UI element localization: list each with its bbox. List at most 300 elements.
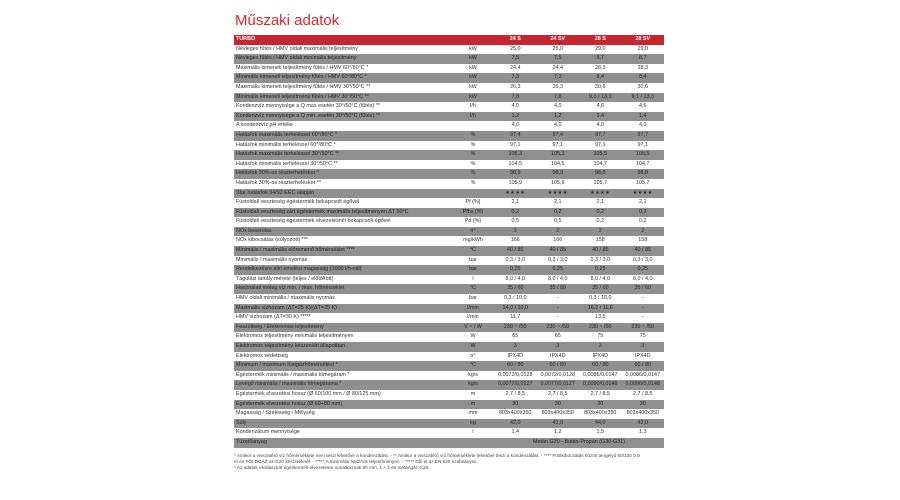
value-24s: 166 <box>494 236 537 246</box>
value-24sv: 3 <box>537 342 580 352</box>
value-24sv: 25,0 <box>537 45 580 55</box>
row-unit: kW <box>452 54 494 64</box>
value-24sv: 7,3 <box>537 73 580 83</box>
value-28sv: 40 / 85 <box>622 246 665 256</box>
value-24sv: 4,0 <box>537 121 580 131</box>
row-label: Elektromos teljesítmény minimális teljesítményen <box>234 332 452 342</box>
row-unit: % <box>452 131 494 141</box>
table-row <box>234 131 664 141</box>
row-unit: m <box>452 400 494 410</box>
value-28sv: 60 / 80 <box>622 361 665 371</box>
table-row <box>234 198 664 208</box>
value-28s: 30 <box>579 400 622 410</box>
value-24s: 26,3 <box>494 83 537 93</box>
value-24s: 35 / 60 <box>494 284 537 294</box>
row-label: Hatásfok minimális terheléssel 30°/50°C ** <box>234 160 452 170</box>
header-28sv: 28 SV <box>622 35 665 45</box>
value-24s: 3 <box>494 342 537 352</box>
row-unit: l <box>452 275 494 285</box>
row-unit: kW <box>452 64 494 74</box>
table-row <box>234 121 664 131</box>
row-unit: n° <box>452 227 494 237</box>
value-24s: 40 / 85 <box>494 246 537 256</box>
table-row <box>234 169 664 179</box>
value-28sv: 4,6 <box>622 102 665 112</box>
row-unit <box>452 121 494 131</box>
row-unit: kW <box>452 45 494 55</box>
value-28sv: 75 <box>622 332 665 342</box>
value-28s: 1,4 <box>579 112 622 122</box>
row-label: Minimális / maximális nyomás <box>234 256 452 266</box>
value-24s: 105,3 <box>494 150 537 160</box>
value-24sv: 65 <box>537 332 580 342</box>
row-label: NOx besorolás <box>234 227 452 237</box>
row-label: Hatásfok 30%-os részterheléskor ** <box>234 179 452 189</box>
value-24sv: 98,9 <box>537 169 580 179</box>
value-28sv: - <box>622 294 665 304</box>
row-unit: l/h <box>452 102 494 112</box>
row-label: HMV vízhozam (ΔT=30 K) ***** <box>234 313 452 323</box>
row-label: Feszültség / Elektromos teljesítmény <box>234 323 452 333</box>
table-row <box>234 352 664 362</box>
value-24sv: 0,0077/0,0127 <box>537 380 580 390</box>
value-24s: 0,0077/0,0127 <box>494 380 537 390</box>
row-unit: Pd (%) <box>452 217 494 227</box>
row-unit <box>452 438 494 448</box>
value-28sv: 0,2 <box>622 208 665 218</box>
row-label: Súly <box>234 419 452 429</box>
row-unit: kg <box>452 419 494 429</box>
row-label: Tüzelőanyag <box>234 438 452 448</box>
value-28s: 0,0086/0,0147 <box>579 371 622 381</box>
footnotes <box>234 453 664 472</box>
table-row <box>234 93 664 103</box>
value-28sv: 30,6 <box>622 83 665 93</box>
value-24s: 0,3 / 10,0 <box>494 294 537 304</box>
value-24sv: 41,0 <box>537 419 580 429</box>
value-24s: 98,9 <box>494 169 537 179</box>
row-label: Névleges fűtés / HMV oldali maximális teljesítmény <box>234 45 452 55</box>
table-row <box>234 73 664 83</box>
table-row <box>234 179 664 189</box>
value-24s: 0,25 <box>494 265 537 275</box>
value-28s: 1,5 <box>579 428 622 438</box>
value-24sv: 26,3 <box>537 83 580 93</box>
row-label: Rendelkezésre álló emelési magasság (1000 l/h-nál) <box>234 265 452 275</box>
row-unit: % <box>452 160 494 170</box>
value-24sv: 97,4 <box>537 131 580 141</box>
row-label: HMV oldali minimális / maximális nyomás <box>234 294 452 304</box>
value-28sv: - <box>622 313 665 323</box>
value-28s: 16,2 / 11,6 <box>579 304 622 314</box>
value-24s: 104,5 <box>494 160 537 170</box>
value-28s: 98,8 <box>579 169 622 179</box>
table-row <box>234 361 664 371</box>
value-28sv: 2,1 <box>622 198 665 208</box>
value-28sv: 2 <box>622 227 665 237</box>
value-24s: 2,1 <box>494 198 537 208</box>
row-label: Minimális / maximális előremenő hőmérséklet **** <box>234 246 452 256</box>
row-label: Elektromos teljesítmény készenléti állapotban <box>234 342 452 352</box>
row-unit: m <box>452 390 494 400</box>
value-28s: 40 / 85 <box>579 246 622 256</box>
value-24sv: 2,7 / 8,5 <box>537 390 580 400</box>
value-28s: 4,0 <box>579 121 622 131</box>
row-label: Minimális kimeneti teljesítmény fűtés / HMV 60°/80°C * <box>234 73 452 83</box>
value-24sv: 803x400x350 <box>537 409 580 419</box>
value-28sv: 104,7 <box>622 160 665 170</box>
table-row <box>234 150 664 160</box>
row-label: Füstoldali veszteség égéstermék elvezetésnél bekapcsolt égővel <box>234 217 452 227</box>
table-row <box>234 275 664 285</box>
table-row <box>234 304 664 314</box>
value-24s: 803x400x350 <box>494 409 537 419</box>
row-label: Névleges fűtés / HMV oldali minimális teljesítmény <box>234 54 452 64</box>
table-row <box>234 342 664 352</box>
value-28sv: 8,4 <box>622 73 665 83</box>
row-label: Levegő minimális / maximális tömegárama * <box>234 380 452 390</box>
row-unit: l/min <box>452 304 494 314</box>
value-24sv: 2 <box>537 227 580 237</box>
value-24s: 11,7 <box>494 313 537 323</box>
value-28s: 30,6 <box>579 83 622 93</box>
table-row <box>234 294 664 304</box>
row-label: Égéstermék minimális / maximális tömegáram * <box>234 371 452 381</box>
row-label: Magasság / Szélesség / Mélység <box>234 409 452 419</box>
table-row <box>234 189 664 199</box>
value-24sv: 1,2 <box>537 112 580 122</box>
value-24s: 0,3 / 3,0 <box>494 256 537 266</box>
row-unit: Pf (%) <box>452 198 494 208</box>
row-label: Füstoldali veszteség égéstermék bekapcsolt égővel <box>234 198 452 208</box>
row-label: Használati meleg víz min. / max. hőmérséklet <box>234 284 452 294</box>
row-label: Égéstermék elvezetési hossz (Ø 60/100 mm / Ø 80/125 mm) <box>234 390 452 400</box>
row-label: Égéstermék elvezetési hossz (Ø 60+80 mm) <box>234 400 452 410</box>
value-28s: 0,2 <box>579 208 622 218</box>
value-24sv: 24,4 <box>537 64 580 74</box>
value-28sv: 8,7 <box>622 54 665 64</box>
table-row <box>234 64 664 74</box>
table-row <box>234 400 664 410</box>
table-row <box>234 256 664 266</box>
header-28s: 28 S <box>579 35 622 45</box>
value-28s: 60 / 80 <box>579 361 622 371</box>
row-label: Elektromos védettség <box>234 352 452 362</box>
row-unit: l/h <box>452 112 494 122</box>
table-row <box>234 323 664 333</box>
row-label: Maximális vízhozam (ΔT=25 K)/(ΔT=35 K) <box>234 304 452 314</box>
spec-table <box>234 35 664 448</box>
value-24sv: 166 <box>537 236 580 246</box>
row-unit: mg/kWh <box>452 236 494 246</box>
value-24s: 8,0 / 4,0 <box>494 275 537 285</box>
row-unit: kW <box>452 73 494 83</box>
value-28s: 2,7 / 8,5 <box>579 390 622 400</box>
row-unit: % <box>452 179 494 189</box>
table-row <box>234 83 664 93</box>
value-24s: 24,4 <box>494 64 537 74</box>
value-24s: IPX4D <box>494 352 537 362</box>
value-28sv: 30 <box>622 400 665 410</box>
value-28sv: 35 / 60 <box>622 284 665 294</box>
row-label: Maximális kimeneti teljesítmény fűtés / HMV 30°/50°C ** <box>234 83 452 93</box>
value-24sv: 35 / 60 <box>537 284 580 294</box>
value-24sv: 4,0 <box>537 102 580 112</box>
table-row <box>234 390 664 400</box>
value-28sv: 9,1 / 13,3 <box>622 93 665 103</box>
row-unit: kg/s <box>452 371 494 381</box>
value-28s: 0,2 <box>579 217 622 227</box>
header-24sv: 24 SV <box>537 35 580 45</box>
row-label: Kondenzátum mennyisége <box>234 428 452 438</box>
value-24sv: 0,3 / 3,0 <box>537 256 580 266</box>
table-row <box>234 227 664 237</box>
value-28sv: 158 <box>622 236 665 246</box>
value-24s: 0,2 <box>494 208 537 218</box>
spec-sheet <box>234 8 664 471</box>
value-28s: 2 <box>579 227 622 237</box>
row-label: Tágulási tartály mérete (teljes / előtöltött) <box>234 275 452 285</box>
table-row <box>234 112 664 122</box>
table-row <box>234 160 664 170</box>
value-24s: 2 <box>494 227 537 237</box>
value-28s: 2,1 <box>579 198 622 208</box>
value-24sv: 7,5 <box>537 54 580 64</box>
value-28s: 35 / 60 <box>579 284 622 294</box>
value-24sv: 105,9 <box>537 179 580 189</box>
value-28s: 97,7 <box>579 131 622 141</box>
row-unit: °C <box>452 284 494 294</box>
row-label: Kondenzvíz mennyisége a Q min. esetén 30°/50°C (fűtés) ** <box>234 112 452 122</box>
value-28s: 105,5 <box>579 150 622 160</box>
table-row <box>234 428 664 438</box>
value-24s: 30 <box>494 400 537 410</box>
value-24s: 2,7 / 8,5 <box>494 390 537 400</box>
value-24s: 60 / 80 <box>494 361 537 371</box>
value-24sv: - <box>537 313 580 323</box>
row-label: Hatásfok maximális terheléssel 60°/80°C * <box>234 131 452 141</box>
value-24sv: 30 <box>537 400 580 410</box>
value-28s: 97,1 <box>579 141 622 151</box>
value-24sv: 104,5 <box>537 160 580 170</box>
value-24sv: 8,0 / 4,0 <box>537 275 580 285</box>
row-label: Star hatásfok 94/92 EEC alapján <box>234 189 452 199</box>
value-24s: 105,9 <box>494 179 537 189</box>
value-28s: 8,7 <box>579 54 622 64</box>
row-unit <box>452 189 494 199</box>
value-24sv: 97,1 <box>537 141 580 151</box>
value-28s: 0,3 / 10,0 <box>579 294 622 304</box>
value-28sv: 29,0 <box>622 45 665 55</box>
value-24sv: 2,1 <box>537 198 580 208</box>
header-unit <box>452 35 494 45</box>
row-label: Hatásfok minimális terheléssel 60°/80°C * <box>234 141 452 151</box>
value-24sv: - <box>537 304 580 314</box>
row-label: NOx kibocsátás (súlyozott) *** <box>234 236 452 246</box>
value-28s: 75 <box>579 332 622 342</box>
value-24s: 1,4 <box>494 428 537 438</box>
value-24s: 4,0 <box>494 102 537 112</box>
table-row <box>234 380 664 390</box>
row-unit: l/min <box>452 313 494 323</box>
header-24s: 24 S <box>494 35 537 45</box>
value-24s: 1,2 <box>494 112 537 122</box>
value-24sv: IPX4D <box>537 352 580 362</box>
value-24sv: 60 / 80 <box>537 361 580 371</box>
row-span-value: Metán G20 - Bután-Propán (G30-G31) <box>494 438 664 448</box>
value-28sv: 1,4 <box>622 112 665 122</box>
value-28s: 3 <box>579 342 622 352</box>
value-28sv: 0,0086/0,0147 <box>622 371 665 381</box>
value-24s: 230 ~ /50 <box>494 323 537 333</box>
value-28s: 0,3 / 3,0 <box>579 256 622 266</box>
value-28s: 0,25 <box>579 265 622 275</box>
value-28sv: 803x400x350 <box>622 409 665 419</box>
value-28sv: 105,7 <box>622 179 665 189</box>
value-24s: 42,0 <box>494 419 537 429</box>
table-row <box>234 438 664 448</box>
row-label: Kondenzvíz mennyisége a Q max esetén 30°/50°C (fűtés) ** <box>234 102 452 112</box>
value-28s: ★★★★ <box>579 189 622 199</box>
row-unit: % <box>452 141 494 151</box>
value-28sv: - <box>622 304 665 314</box>
footnote: * Amikor a visszatérő víz hőmérséklete nem teszi lehetővé a kondenzálást. - ** Amikor a visszatérő víz hőmérséklete lehetővé teszi a kondenzálást. - **** Füstkibocsátás közös tengelyű 60/100 0,9 <box>234 452 640 458</box>
table-row <box>234 313 664 323</box>
page-title: Műszaki adatok <box>235 12 340 29</box>
table-row <box>234 419 664 429</box>
value-28sv: 98,8 <box>622 169 665 179</box>
row-label: Minimum / maximum füstgázhőmérséklet * <box>234 361 452 371</box>
value-28s: 8,4 <box>579 73 622 83</box>
value-24sv: 105,3 <box>537 150 580 160</box>
table-row <box>234 332 664 342</box>
value-28s: 104,7 <box>579 160 622 170</box>
row-label: Minimális kimeneti teljesítmény fűtés / HMV 30°/50°C ** <box>234 93 452 103</box>
value-28sv: 2,7 / 8,5 <box>622 390 665 400</box>
value-24s: 14,0 / 10,0 <box>494 304 537 314</box>
table-row <box>234 284 664 294</box>
row-unit: bar <box>452 265 494 275</box>
value-28s: 8,0 / 4,0 <box>579 275 622 285</box>
value-28sv: 4,0 <box>622 121 665 131</box>
row-label: Hatásfok maximális terheléssel 30°/50°C ** <box>234 150 452 160</box>
value-24s: 7,8 <box>494 93 537 103</box>
value-24sv: 230 ~ /50 <box>537 323 580 333</box>
value-24s: 25,0 <box>494 45 537 55</box>
row-unit: bar <box>452 256 494 266</box>
table-row <box>234 102 664 112</box>
value-28s: IPX4D <box>579 352 622 362</box>
table-row <box>234 217 664 227</box>
table-row <box>234 371 664 381</box>
table-row <box>234 54 664 64</box>
value-24s: 97,4 <box>494 131 537 141</box>
value-24sv: - <box>537 294 580 304</box>
table-header-row <box>234 35 664 45</box>
value-28sv: 97,7 <box>622 131 665 141</box>
value-28s: 0,0090/0,0148 <box>579 380 622 390</box>
row-label: Hatásfok 30%-os részterheléskor * <box>234 169 452 179</box>
value-28s: 29,0 <box>579 45 622 55</box>
value-24sv: 0,5 <box>537 217 580 227</box>
row-label: Maximális kimeneti teljesítmény fűtés / HMV 60°/80°C * <box>234 64 452 74</box>
value-28s: 44,0 <box>579 419 622 429</box>
value-24sv: 0,0072/0,0128 <box>537 371 580 381</box>
value-28s: 803x400x350 <box>579 409 622 419</box>
value-24s: 7,5 <box>494 54 537 64</box>
value-24sv: 1,2 <box>537 428 580 438</box>
value-24sv: 0,25 <box>537 265 580 275</box>
value-28s: 9,1 / 13,3 <box>579 93 622 103</box>
table-row <box>234 236 664 246</box>
value-24s: 65 <box>494 332 537 342</box>
value-28sv: 3 <box>622 342 665 352</box>
value-28sv: 28,3 <box>622 64 665 74</box>
row-unit: % <box>452 150 494 160</box>
table-row <box>234 246 664 256</box>
table-row <box>234 265 664 275</box>
value-24sv: 0,2 <box>537 208 580 218</box>
value-28sv: 0,3 / 3,0 <box>622 256 665 266</box>
row-unit: °C <box>452 246 494 256</box>
value-28sv: 1,3 <box>622 428 665 438</box>
row-unit: °C <box>452 361 494 371</box>
value-28sv: 0,25 <box>622 265 665 275</box>
value-28s: 4,6 <box>579 102 622 112</box>
table-row <box>234 208 664 218</box>
row-unit: W <box>452 342 494 352</box>
table-row <box>234 141 664 151</box>
value-24s: 97,1 <box>494 141 537 151</box>
footnote: * Az adatok elválasztott égéstermék elvezetésre vonatkoznak 80 mm, 1 + 1 és metángáz G20. <box>234 464 430 470</box>
row-unit: Pfbs (%) <box>452 208 494 218</box>
value-28sv: 97,1 <box>622 141 665 151</box>
value-28s: 230 ~ /50 <box>579 323 622 333</box>
value-28s: 28,3 <box>579 64 622 74</box>
row-unit: W <box>452 332 494 342</box>
row-label: Füstoldali veszteség zárt égéstermék maximális teljesítményen ΔT 50°C <box>234 208 452 218</box>
row-unit: n° <box>452 352 494 362</box>
value-24s: 4,0 <box>494 121 537 131</box>
value-28sv: 42,0 <box>622 419 665 429</box>
value-28sv: 0,2 <box>622 217 665 227</box>
row-unit: kW <box>452 93 494 103</box>
row-unit: kg/s <box>452 380 494 390</box>
value-28sv: 230 ~ /50 <box>622 323 665 333</box>
value-28s: 13,5 <box>579 313 622 323</box>
value-28sv: ★★★★ <box>622 189 665 199</box>
value-24sv: ★★★★ <box>537 189 580 199</box>
row-unit: kW <box>452 83 494 93</box>
row-unit: V ~ / W <box>452 323 494 333</box>
value-24sv: 7,8 <box>537 93 580 103</box>
header-model-line: TURBO <box>234 35 452 45</box>
row-unit: % <box>452 169 494 179</box>
row-label: A kondenzvíz pH értéke <box>234 121 452 131</box>
row-unit: mm <box>452 409 494 419</box>
row-unit: l <box>452 428 494 438</box>
value-28s: 158 <box>579 236 622 246</box>
value-24s: 7,3 <box>494 73 537 83</box>
value-24sv: 40 / 85 <box>537 246 580 256</box>
value-28sv: 8,0 / 4,0 <box>622 275 665 285</box>
table-row <box>234 45 664 55</box>
footnote: m és FÖLDGÁZ az G20 készüléknél. - ***** A minimális hasznos teljesítményen. - ***** Dűl el az EN 625 szabványra. <box>234 458 478 464</box>
value-28sv: IPX4D <box>622 352 665 362</box>
value-24s: 0,5 <box>494 217 537 227</box>
value-28sv: 105,5 <box>622 150 665 160</box>
value-24s: ★★★★ <box>494 189 537 199</box>
